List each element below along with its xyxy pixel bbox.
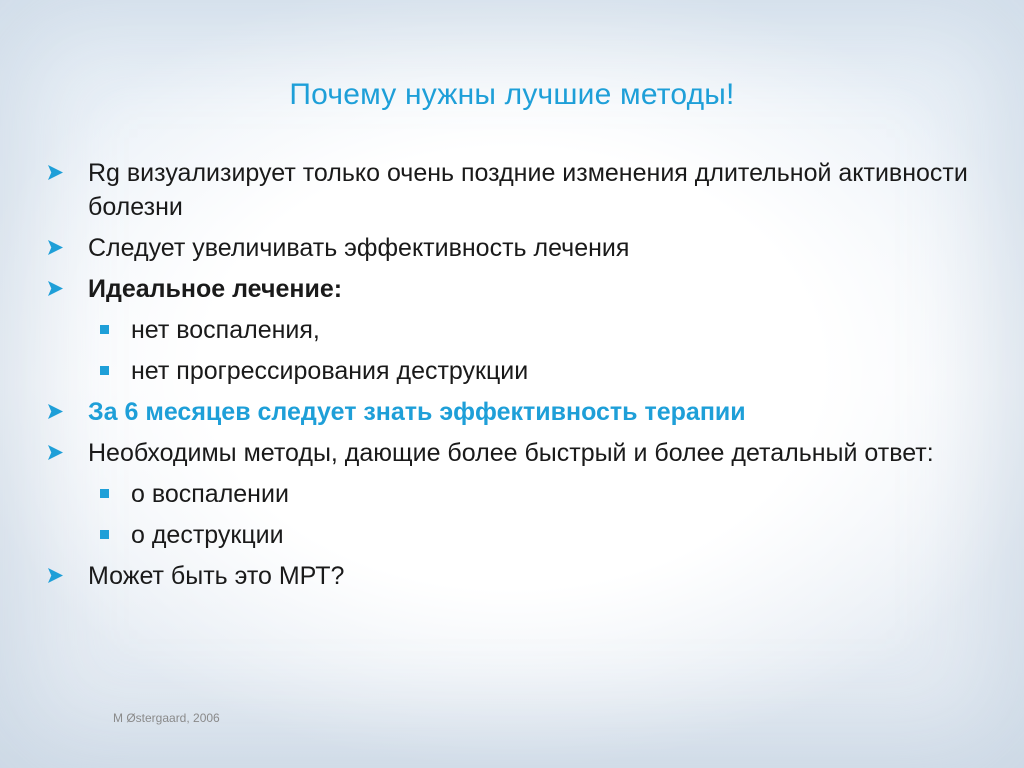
arrow-bullet-icon: [48, 404, 63, 419]
list-item: [48, 436, 978, 470]
list-item: [48, 156, 978, 224]
sub-list-item-text: о деструкции: [131, 521, 284, 549]
list-item-text: Необходимы методы, дающие более быстрый и более детальный ответ:: [88, 439, 934, 467]
list-item: [48, 231, 978, 265]
slide-title: Почему нужны лучшие методы!: [289, 78, 735, 111]
square-bullet-icon: [100, 366, 109, 375]
sub-list-item-text: нет воспаления,: [131, 316, 320, 344]
list-item-highlight: [48, 395, 978, 429]
sub-list-item: [48, 313, 978, 347]
arrow-bullet-icon: [48, 240, 63, 255]
list-item-text: Следует увеличивать эффективность лечения: [88, 234, 630, 262]
square-bullet-icon: [100, 489, 109, 498]
square-bullet-icon: [100, 530, 109, 539]
list-item: [48, 559, 978, 593]
sub-list-item-text: нет прогрессирования деструкции: [131, 357, 529, 385]
arrow-bullet-icon: [48, 568, 63, 583]
sub-list-item: [48, 518, 978, 552]
sub-list-item: [48, 354, 978, 388]
arrow-bullet-icon: [48, 445, 63, 460]
footer-credit: M Østergaard, 2006: [113, 711, 220, 725]
square-bullet-icon: [100, 325, 109, 334]
arrow-bullet-icon: [48, 281, 63, 296]
list-item-text: Может быть это МРТ?: [88, 562, 345, 590]
bullet-list: [48, 156, 978, 600]
list-item-text: Идеальное лечение:: [88, 275, 343, 303]
sub-list-item-text: о воспалении: [131, 480, 289, 508]
sub-list-item: [48, 477, 978, 511]
arrow-bullet-icon: [48, 165, 63, 180]
list-item-text: За 6 месяцев следует знать эффективность терапии: [88, 398, 746, 426]
list-item-text: Rg визуализирует только очень поздние изменения длительной активности болезни: [88, 159, 968, 221]
list-item: [48, 272, 978, 306]
